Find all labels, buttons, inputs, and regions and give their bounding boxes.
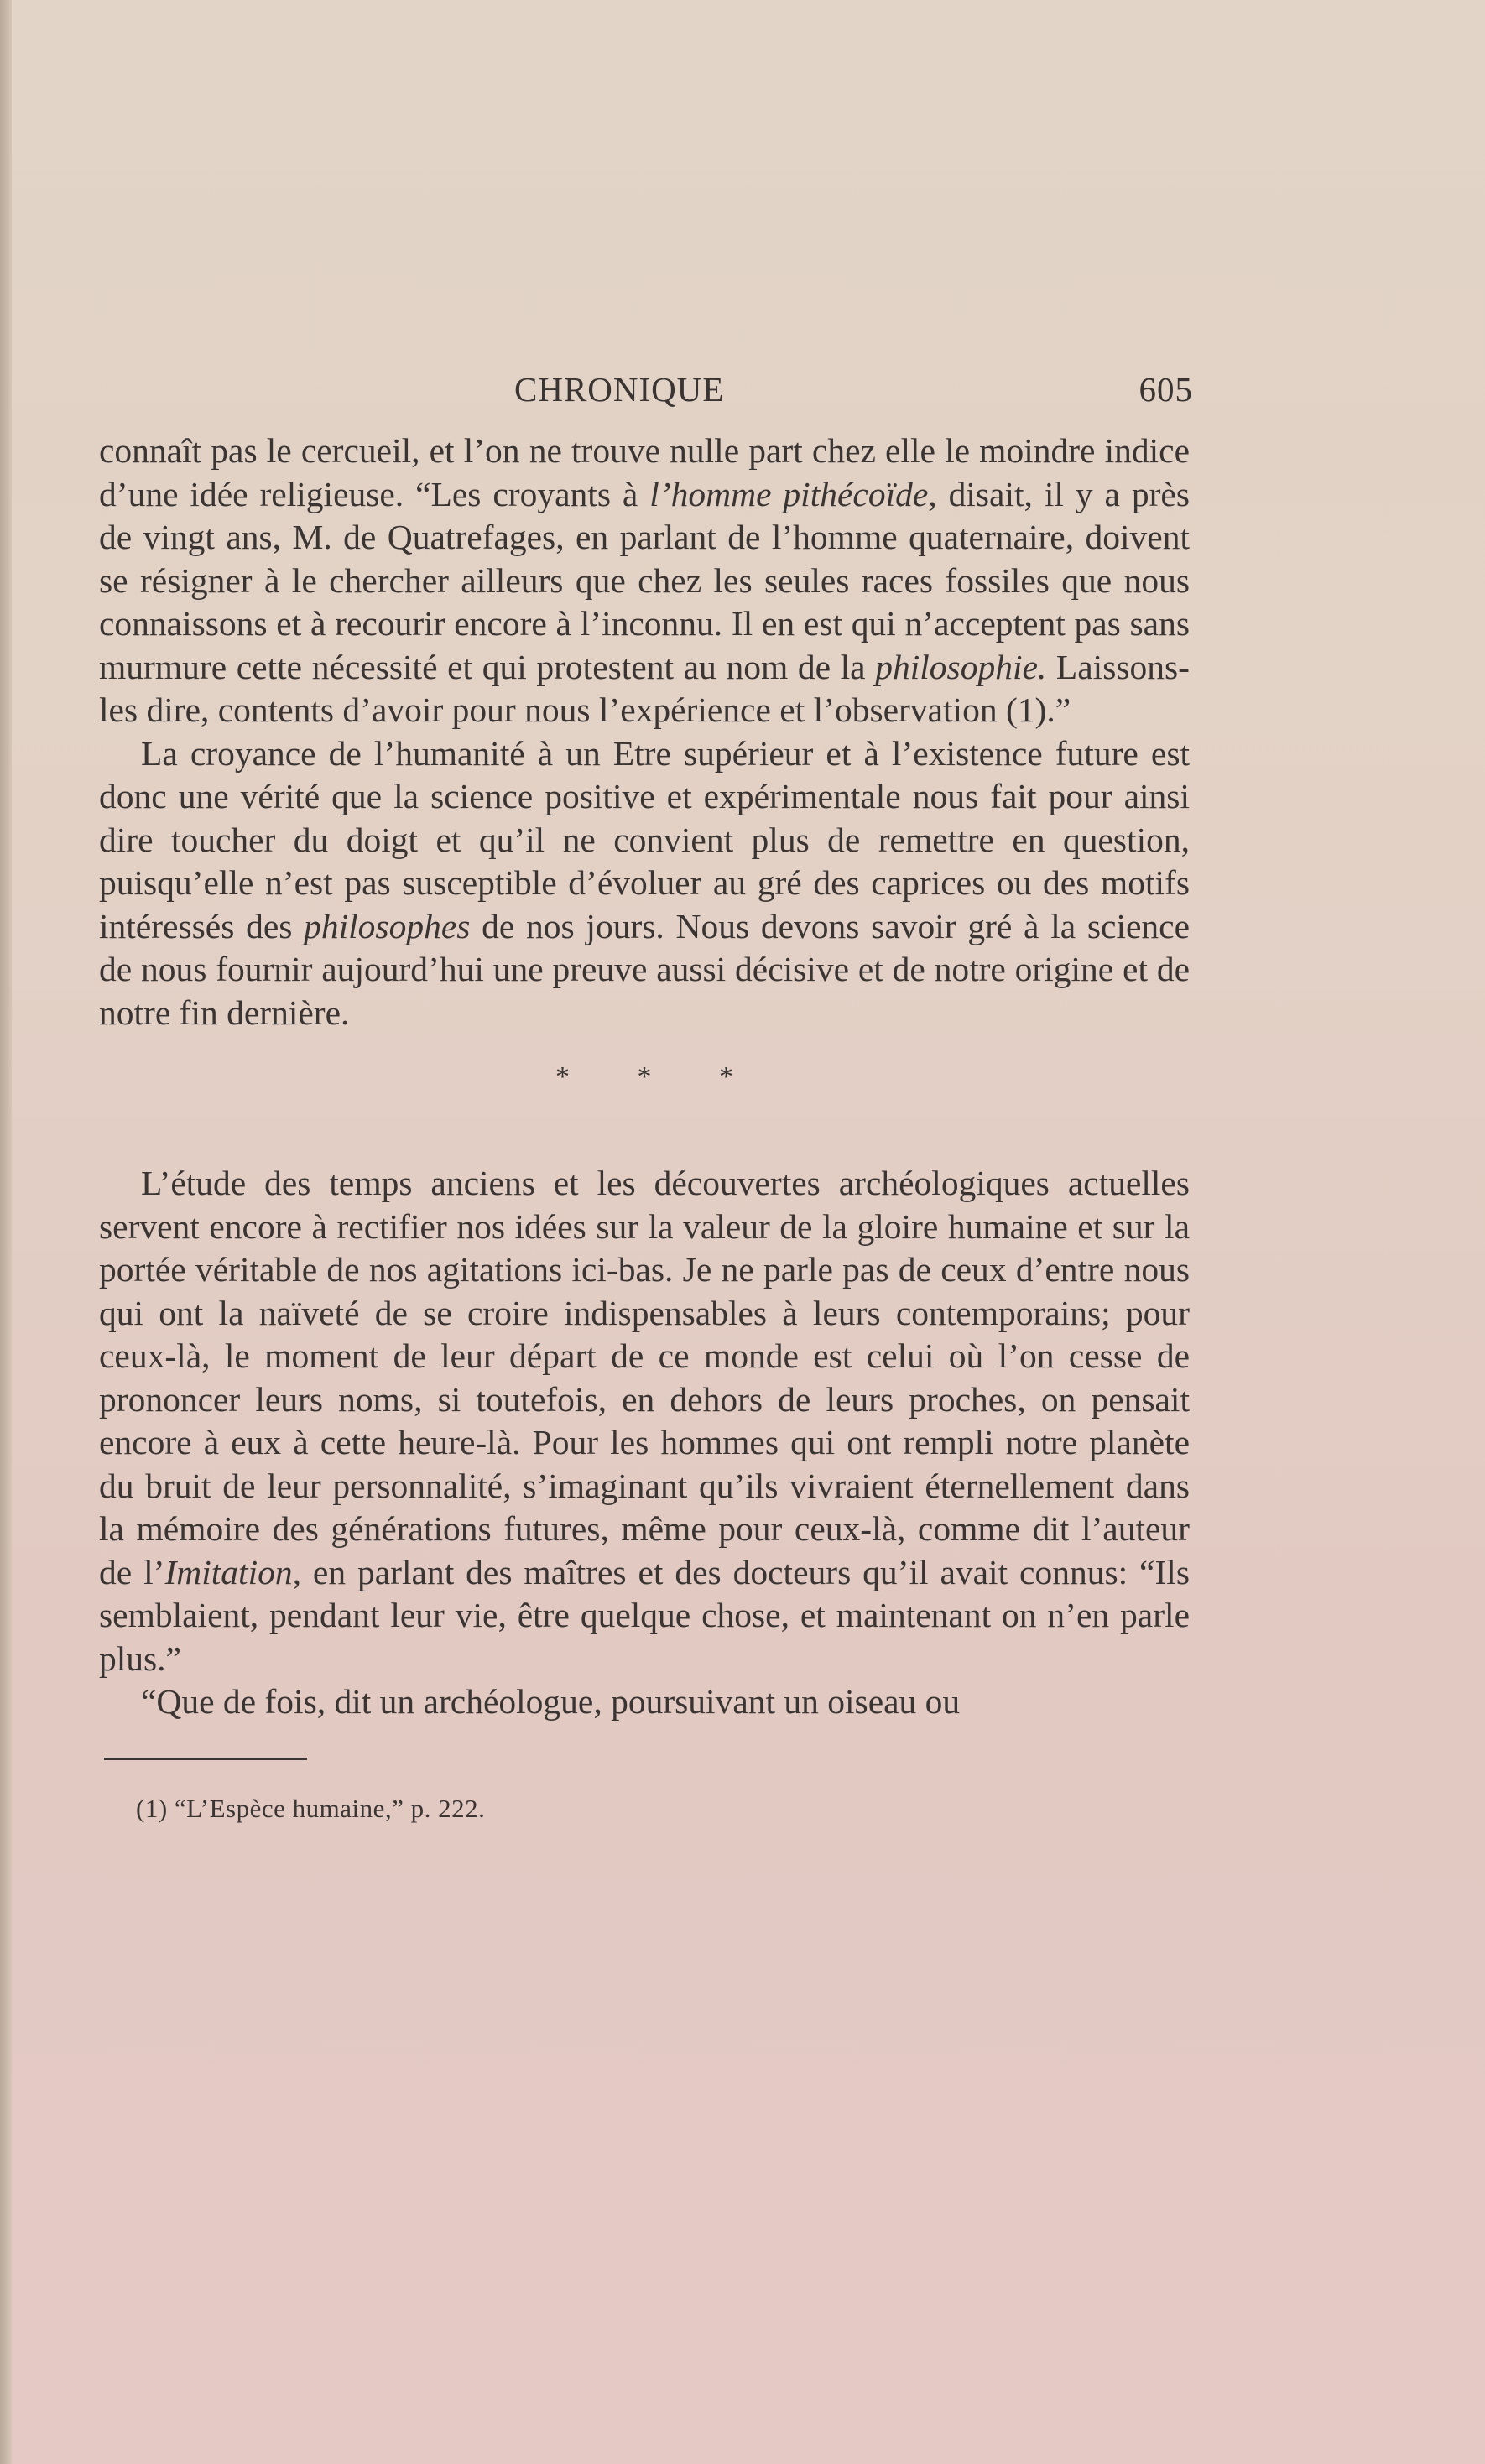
book-page — [99, 369, 1193, 1824]
page-gutter-shadow — [0, 0, 12, 2464]
running-head — [99, 369, 1193, 428]
paragraph-2: La croyance de l’humanité à un Etre supérieur et à l’existence future est donc une vérité que la science positive et expérimentale nous fait pour ainsi dire toucher du doigt et qu’il ne convient plus de remettre en question, puisqu’elle n’est pas susceptible d’évoluer au gré des caprices ou des motifs intéressés des philosophes de nos jours. Nous devons savoir gré à la science de nous fournir aujourd’hui une preuve aussi décisive et de notre origine et de notre fin dernière. — [99, 733, 1190, 1032]
paragraph-3: L’étude des temps anciens et les découvertes archéologiques actuelles servent encore à rectifier nos idées sur la valeur de la gloire humaine et sur la portée véritable de nos agitations ici-bas. Je ne parle pas de ceux d’entre nous qui ont la naïveté de se croire indispensables à leurs contemporains; pour ceux-là, le moment de leur départ de ce monde est celui où l’on cesse de prononcer leurs noms, si toutefois, en dehors de leurs proches, on pensait encore à eux à cette heure-là. Pour les hommes qui ont rempli notre planète du bruit de leur personnalité, s’imaginant qu’ils vivraient éternellement dans la mémoire des générations futures, même pour ceux-là, comme dit l’auteur de l’Imitation, en parlant des maîtres et des docteurs qu’il avait connus: “Ils semblaient, pendant leur vie, être quelque chose, et maintenant on n’en parle plus.” — [99, 1164, 1190, 1678]
section-break-asterisks: * * * — [555, 1061, 763, 1092]
page-number: 605 — [1138, 370, 1193, 409]
paragraph-4: “Que de fois, dit un archéologue, poursuivant un oiseau ou — [141, 1682, 961, 1721]
paragraph-1: connaît pas le cercueil, et l’on ne trouve nulle part chez elle le moindre indice d’une idée religieuse. “Les croyants à l’homme pithécoïde, disait, il y a près de vingt ans, M. de Quatrefages, en parlant de l’homme quaternaire, doivent se résigner à le chercher ailleurs que chez les seules races fossiles que nous connaissons et à recourir encore à l’inconnu. Il en est qui n’acceptent pas sans murmure cette nécessité et qui protestent au nom de la philosophie. Laissons-les dire, contents d’avoir pour nous l’expérience et l’observation (1).” — [99, 431, 1190, 729]
footnote: (1) “L’Espèce humaine,” p. 222. — [136, 1793, 486, 1823]
footnote-rule — [104, 1758, 307, 1760]
body-text — [99, 430, 1190, 1724]
running-head-title: CHRONIQUE — [514, 370, 725, 409]
